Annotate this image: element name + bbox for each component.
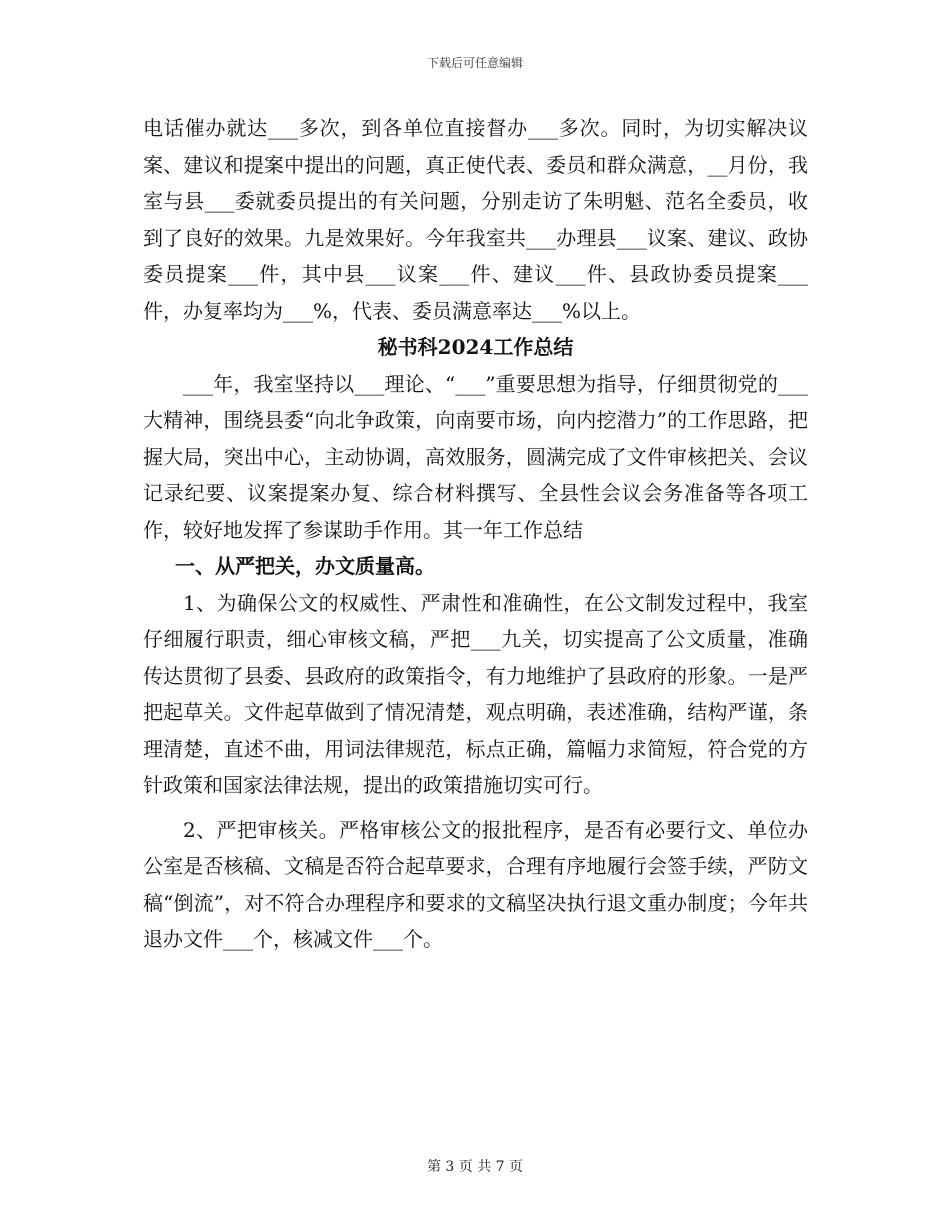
document-body bbox=[143, 110, 808, 958]
section-title: 秘书科2024工作总结 bbox=[377, 335, 574, 359]
paragraph-item-2: 2、严把审核关。严格审核公文的报批程序，是否有必要行文、单位办公室是否核稿、文稿是否符合起草要求，合理有序地履行会签手续，严防文稿“倒流”，对不符合办理程序和要求的文稿坚决执行退文重办制度；今年共退办文件___个，核减文件___个。 bbox=[143, 817, 808, 951]
paragraph-intro: ___年，我室坚持以___理论、“___”重要思想为指导，仔细贯彻党的___大精神，围绕县委“向北争政策，向南要市场，向内挖潜力”的工作思路，把握大局，突出中心，主动协调，高效服务，圆满完成了文件审核把关、会议记录纪要、议案提案办复、综合材料撰写、全县性会议会务准备等各项工作，较好地发挥了参谋助手作用。其一年工作总结 bbox=[143, 371, 808, 542]
section-heading-1: 一、从严把关，办文质量高。 bbox=[175, 554, 435, 578]
paragraph-item-1: 1、为确保公文的权威性、严肃性和准确性，在公文制发过程中，我室仔细履行职责，细心审核文稿，严把___九关，切实提高了公文质量，准确传达贯彻了县委、县政府的政策指令，有力地维护了县政府的形象。一是严把起草关。文件起草做到了情况清楚，观点明确，表述准确，结构严谨，条理清楚，直述不曲，用词法律规范，标点正确，篇幅力求简短，符合党的方针政策和国家法律法规，提出的政策措施切实可行。 bbox=[143, 590, 808, 797]
page-number-footer: 第 3 页 共 7 页 bbox=[426, 1159, 524, 1175]
paragraph-gap bbox=[143, 804, 808, 812]
page-header-note: 下载后可任意编辑 bbox=[426, 56, 523, 70]
paragraph-continuation: 电话催办就达___多次，到各单位直接督办___多次。同时，为切实解决议案、建议和提案中提出的问题，真正使代表、委员和群众满意，__月份，我室与县___委就委员提出的有关问题，分别走访了朱明魁、范名全委员，收到了良好的效果。九是效果好。今年我室共___办理县___议案、建议、政协委员提案___件，其中县___议案___件、建议___件、县政协委员提案___件，办复率均为___%，代表、委员满意率达___%以上。 bbox=[143, 116, 808, 323]
